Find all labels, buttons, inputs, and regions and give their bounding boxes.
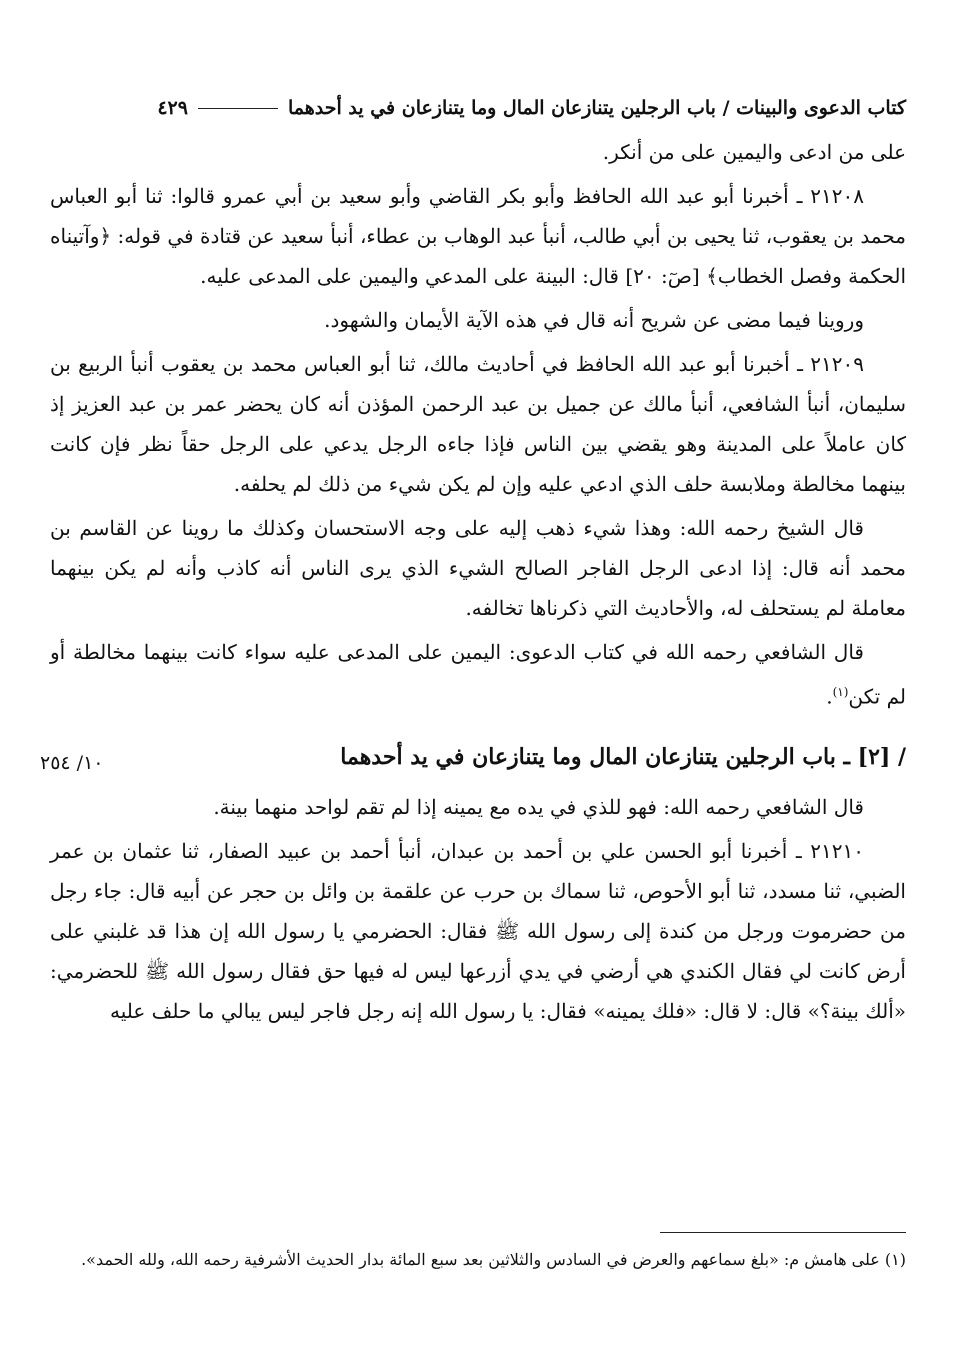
section-heading: [40, 735, 906, 779]
footnote-separator: [660, 1232, 906, 1233]
document-page: [40, 88, 907, 1348]
header-rule: [198, 108, 278, 109]
header-title: كتاب الدعوى والبينات / باب الرجلين يتنازعان المال وما يتنازعان في يد أحدهما: [287, 97, 906, 119]
paragraph-hadith-21209: ٢١٢٠٩ ـ أخبرنا أبو عبد الله الحافظ في أحاديث مالك، ثنا أبو العباس محمد بن يعقوب أنبأ الربيع بن سليمان، أنبأ الشافعي، أنبأ مالك عن جميل بن عبد الرحمن المؤذن أنه كان يحضر عمر بن عبد العزيز إذ كان عاملاً على المدينة وهو يقضي بين الناس فإذا جاءه الرجل يدعي على الرجل حقاً نظر فإن كانت بينهما مخالطة وملابسة حلف الذي ادعي عليه وإن لم يكن شيء من ذلك لم يحلفه.: [50, 352, 907, 496]
paragraph-shaykh-comment: قال الشيخ رحمه الله: وهذا شيء ذهب إليه على وجه الاستحسان وكذلك ما روينا عن القاسم بن محمد أنه قال: إذا ادعى الرجل الفاجر الصالح الشيء الذي يرى الناس أنه كاذب وأنه لم يكن بينهما معاملة لم يستحلف له، والأحاديث التي ذكرناها تخالفه.: [50, 516, 906, 620]
paragraph-shafii-dawa: [50, 632, 906, 717]
margin-reference: ١٠/ ٢٥٤: [40, 751, 104, 774]
paragraph-hadith-21210: ٢١٢١٠ ـ أخبرنا أبو الحسن علي بن أحمد بن عبدان، أنبأ أحمد بن عبيد الصفار، ثنا عثمان بن عمر الضبي، ثنا مسدد، ثنا أبو الأحوص، ثنا سماك بن حرب عن علقمة بن وائل بن حجر عن أبيه قال: جاء رجل من حضرموت ورجل من كندة إلى رسول الله ﷺ فقال: الحضرمي يا رسول الله إن هذا قد غلبني على أرض كانت لي فقال الكندي هي أرضي في يدي أزرعها ليس له فيها حق فقال رسول الله ﷺ للحضرمي: «ألك بينة؟» قال: لا قال: «فلك يمينه» فقال: يا رسول الله إنه رجل فاجر ليس يبالي ما حلف عليه: [50, 838, 906, 1023]
running-header: [50, 88, 906, 128]
paragraph-hadith-21208: ٢١٢٠٨ ـ أخبرنا أبو عبد الله الحافظ وأبو بكر القاضي وأبو سعيد بن أبي عمرو قالوا: ثنا أبو العباس محمد بن يعقوب، ثنا يحيى بن أبي طالب، أنبأ عبد الوهاب بن عطاء، أنبأ سعيد عن قتادة في قوله: ﴿وآتيناه الحكمة وفصل الخطاب﴾ [صٓ: ٢٠] قال: البينة على المدعي واليمين على المدعى عليه.: [50, 184, 906, 288]
paragraph-shafii-text: قال الشافعي رحمه الله في كتاب الدعوى: اليمين على المدعى عليه سواء كانت بينهما مخالطة أو لم تكن: [50, 640, 906, 709]
main-text: [40, 132, 907, 1031]
footnote-marker: (١): [832, 685, 849, 699]
paragraph-shurayh: وروينا فيما مضى عن شريح أنه قال في هذه الآية الأيمان والشهود.: [324, 308, 864, 332]
paragraph-continuation: على من ادعى واليمين على من أنكر.: [602, 140, 906, 164]
section-title: / [٢] ـ باب الرجلين يتنازعان المال وما يتنازعان في يد أحدهما: [340, 743, 906, 770]
footnote-1: (١) على هامش م: «بلغ سماعهم والعرض في السادس والثلاثين بعد سبع المائة بدار الحديث الأشرفية رحمه الله، ولله الحمد».: [81, 1250, 906, 1269]
paragraph-shafii-possession: قال الشافعي رحمه الله: فهو للذي في يده مع يمينه إذا لم تقم لواحد منهما بينة.: [213, 794, 864, 819]
page-number: ٤٢٩: [157, 97, 188, 119]
footnotes: [50, 1240, 906, 1280]
paragraph-shafii-end: .: [826, 684, 833, 709]
